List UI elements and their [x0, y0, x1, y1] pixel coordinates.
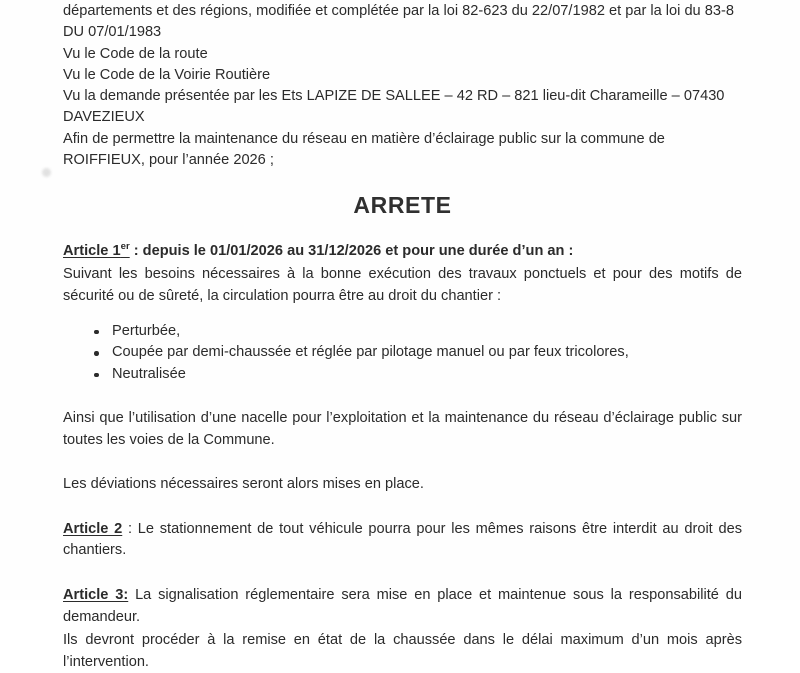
- article-3-text: La signalisation réglementaire sera mise en place et maintenue sous la responsabilité du demandeur.: [63, 587, 742, 625]
- article-1-label-superscript: er: [120, 241, 130, 253]
- preamble-line: départements et des régions, modifiée et complétée par la loi 82-623 du 22/07/1982 et par la loi du 83-8 DU 07/01/1983: [63, 3, 734, 41]
- article-2-label: Article 2: [63, 520, 123, 537]
- article-1-heading: [63, 219, 742, 262]
- article-1-intro: Suivant les besoins nécessaires à la bonne exécution des travaux ponctuels et pour des motifs de sécurité ou de sûreté, la circulation pourra être au droit du chantier :: [63, 266, 742, 304]
- list-item: Neutralisée: [63, 364, 742, 386]
- list-item: Coupée par demi-chaussée et réglée par pilotage manuel ou par feux tricolores,: [63, 342, 742, 364]
- page-title: ARRETE: [353, 192, 452, 219]
- nacelle-paragraph: Ainsi que l’utilisation d’une nacelle pour l’exploitation et la maintenance du réseau d’éclairage public sur toutes les voies de la Commune.: [63, 410, 742, 448]
- scan-artifact-smudge: [42, 168, 51, 177]
- article-2-text: : Le stationnement de tout véhicule pourra pour les mêmes raisons être interdit au droit des chantiers.: [63, 520, 742, 559]
- preamble-line: Vu le Code de la Voirie Routière: [63, 66, 271, 83]
- deviations-paragraph: Les déviations nécessaires seront alors mises en place.: [63, 476, 424, 493]
- article-1-label: [63, 243, 130, 259]
- article-3-paragraph: [63, 562, 742, 628]
- article-1-heading-rest: : depuis le 01/01/2026 au 31/12/2026 et pour une durée d’un an :: [129, 243, 574, 260]
- circulation-conditions-list: [63, 308, 742, 386]
- article-2-paragraph: [63, 496, 742, 562]
- article-3-paragraph-2: Ils devront procéder à la remise en état de la chaussée dans le délai maximum d’un mois après l’intervention.: [63, 632, 742, 670]
- preamble-block: [63, 0, 742, 171]
- preamble-line: Vu le Code de la route: [63, 45, 208, 62]
- article-3-label: Article 3:: [63, 587, 129, 604]
- preamble-line: Afin de permettre la maintenance du réseau en matière d’éclairage public sur la commune de ROIFFIEUX, pour l’année 2026 ;: [63, 130, 665, 169]
- preamble-line: Vu la demande présentée par les Ets LAPIZE DE SALLEE – 42 RD – 821 lieu-dit Charameille – 07430 DAVEZIEUX: [63, 88, 725, 126]
- list-item: Perturbée,: [63, 321, 742, 343]
- article-1-label-text: Article 1: [63, 243, 121, 260]
